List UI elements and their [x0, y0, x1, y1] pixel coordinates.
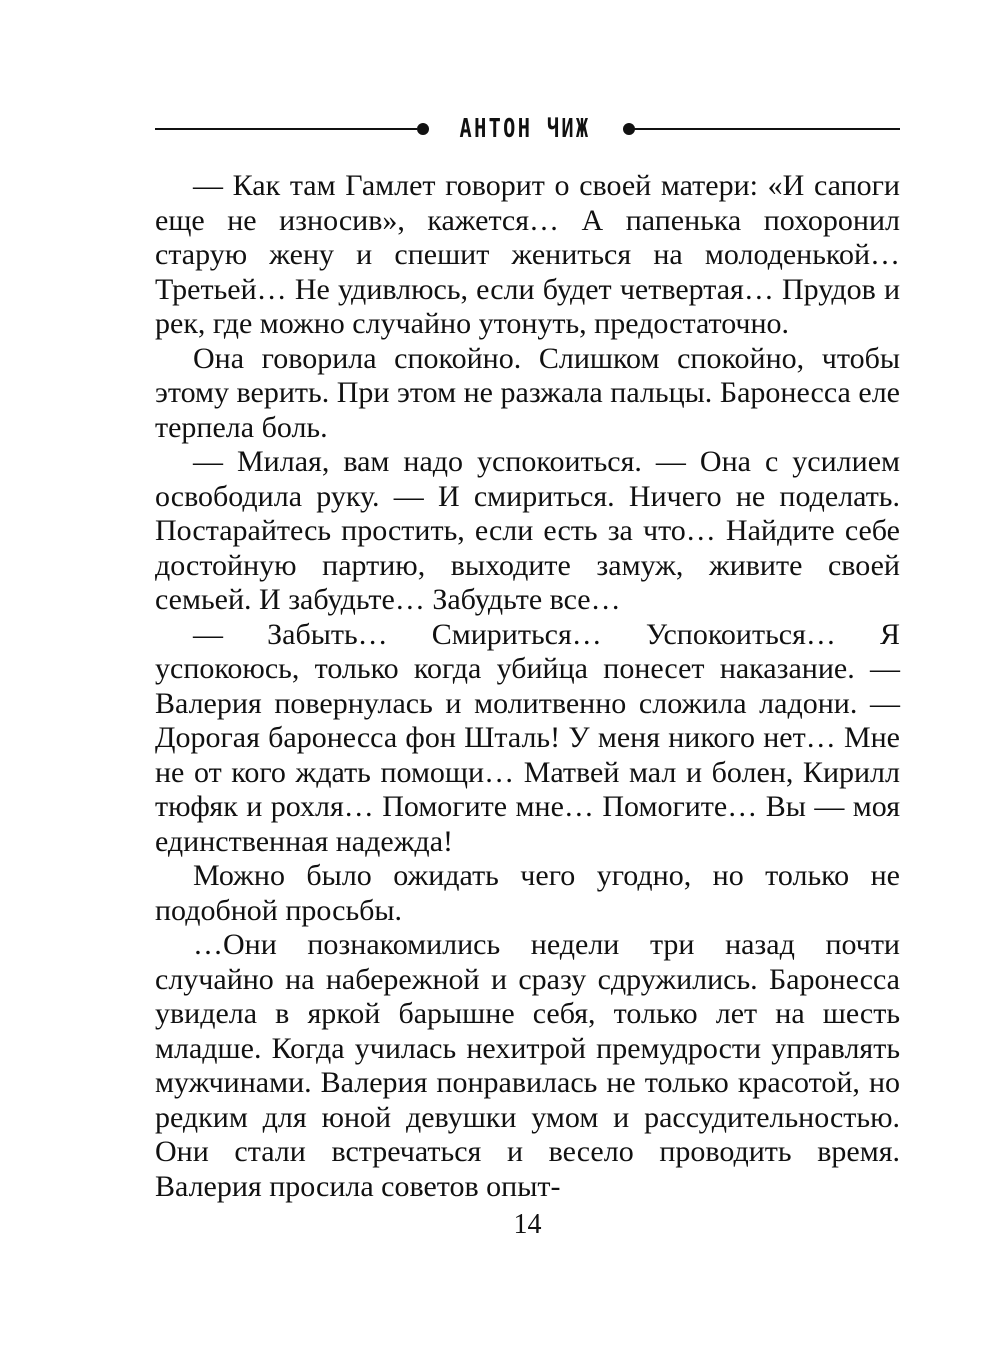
- header-bullet-left: [417, 123, 429, 135]
- paragraph: — Забыть… Смириться… Успокоиться… Я успокоюсь, только когда убийца понесет наказание. — Валерия повернулась и молитвенно сложила ладони. — Дорогая баронесса фон Шталь! У меня никого нет… Мне не от кого ждать помощи… Матвей мал и болен, Кирилл тюфяк и рохля… Помогите мне… Помогите… Вы — моя единственная надежда!: [155, 617, 900, 858]
- running-head: [155, 112, 900, 146]
- body-text: [155, 169, 900, 1204]
- paragraph: — Как там Гамлет говорит о своей матери: «И сапоги еще не износив», кажется… А папенька похоронил старую жену и спешит жениться на молоденькой… Третьей… Не удивлюсь, если будет четвертая… Прудов и рек, где можно случайно утонуть, предостаточно.: [155, 169, 900, 340]
- running-head-author: АНТОН ЧИЖ: [459, 114, 591, 144]
- paragraph: Она говорила спокойно. Слишком спокойно, чтобы этому верить. При этом не разжала пальцы. Баронесса еле терпела боль.: [155, 341, 900, 444]
- header-rule-right: [633, 128, 900, 130]
- paragraph: Можно было ожидать чего угодно, но только не подобной просьбы.: [155, 859, 900, 927]
- header-rule-left: [155, 128, 417, 130]
- page-number: 14: [513, 1209, 542, 1240]
- paragraph: …Они познакомились недели три назад почти случайно на набережной и сразу сдружились. Баронесса увидела в яркой барышне себя, только лет на шесть младше. Когда училась нехитрой премудрости управлять мужчинами. Валерия понравилась не только красотой, но редким для юной девушки умом и рассудительностью. Они стали встречаться и весело проводить время. Валерия просила советов опыт-: [155, 928, 900, 1203]
- paragraph: — Милая, вам надо успокоиться. — Она с усилием освободила руку. — И смириться. Ничего не поделать. Постарайтесь простить, если есть за что… Найдите себе достойную партию, выходите замуж, живите своей семьей. И забудьте… Забудьте все…: [155, 445, 900, 616]
